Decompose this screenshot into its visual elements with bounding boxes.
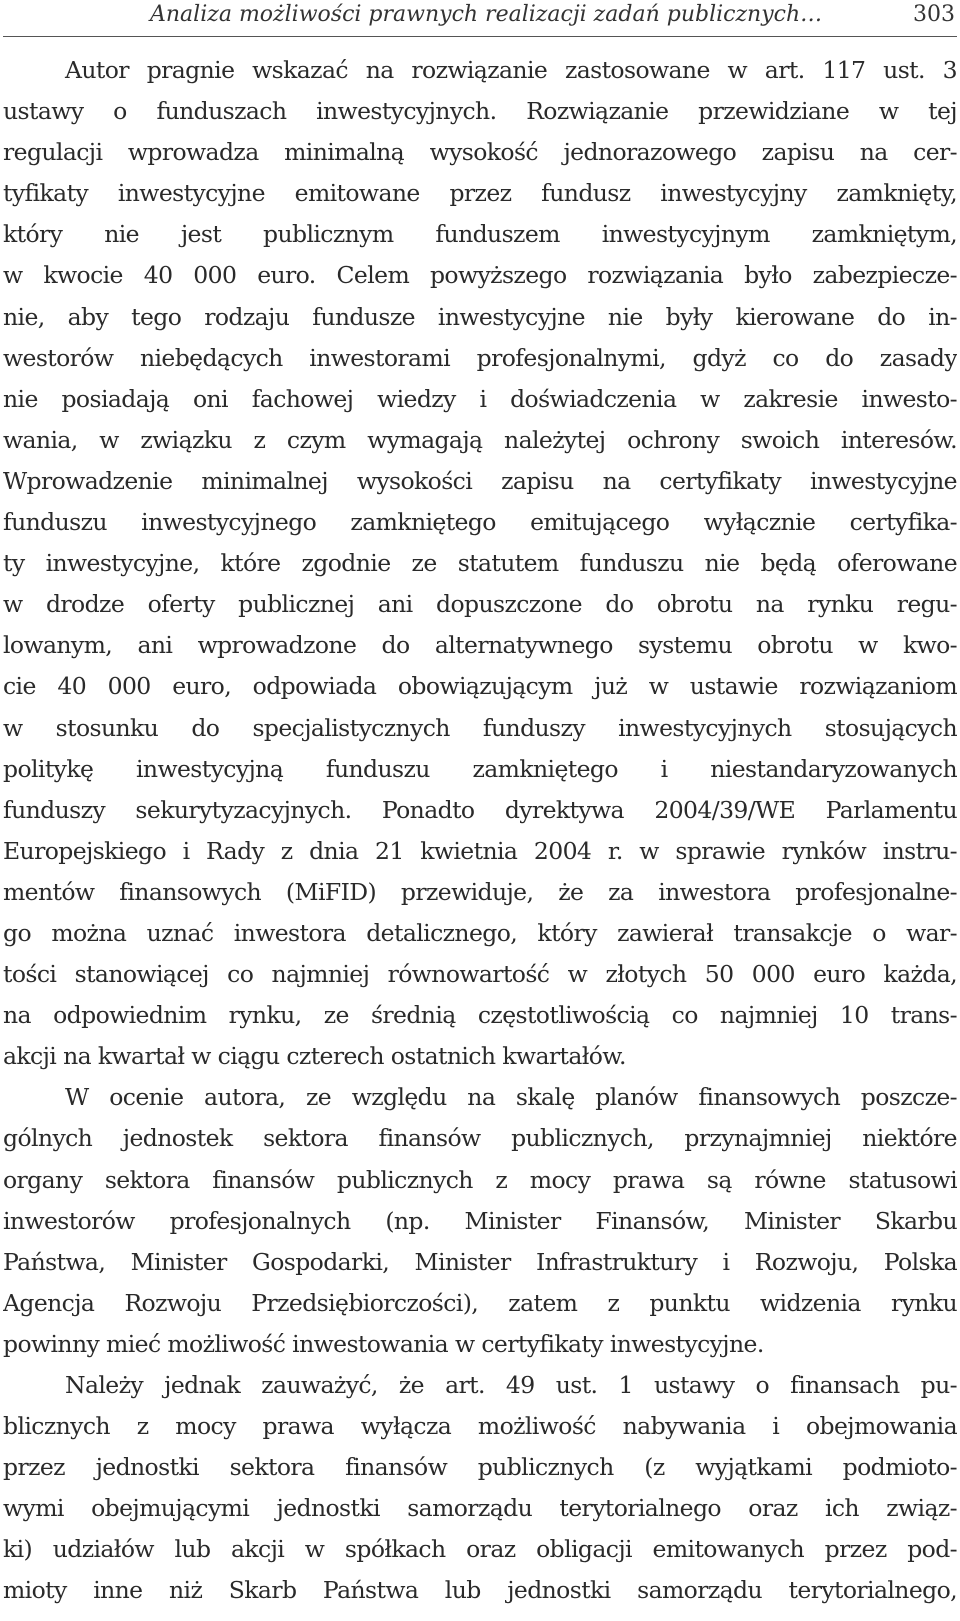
text-line: regulacji wprowadza minimalną wysokość jednorazowego zapisu na cer-: [3, 138, 957, 167]
text-line: na odpowiednim rynku, ze średnią częstotliwością co najmniej 10 trans-: [3, 1001, 957, 1030]
text-line: lowanym, ani wprowadzone do alternatywnego systemu obrotu w kwo-: [3, 631, 957, 660]
text-line: funduszu inwestycyjnego zamkniętego emitującego wyłącznie certyfika-: [3, 508, 957, 537]
text-line: w kwocie 40 000 euro. Celem powyższego rozwiązania było zabezpiecze-: [3, 261, 957, 290]
text-line: ustawy o funduszach inwestycyjnych. Rozwiązanie przewidziane w tej: [3, 97, 957, 126]
text-line: tości stanowiącej co najmniej równowartość w złotych 50 000 euro każda,: [3, 960, 957, 989]
text-line: funduszy sekurytyzacyjnych. Ponadto dyrektywa 2004/39/WE Parlamentu: [3, 795, 957, 824]
text-line: nie posiadają oni fachowej wiedzy i doświadczenia w zakresie inwesto-: [3, 384, 957, 413]
text-line: wymi obejmującymi jednostki samorządu terytorialnego oraz ich związ-: [3, 1494, 957, 1523]
text-line: westorów niebędących inwestorami profesjonalnymi, gdyż co do zasady: [3, 343, 957, 372]
text-line: Agencja Rozwoju Przedsiębiorczości), zatem z punktu widzenia rynku: [3, 1288, 957, 1317]
text-line: Autor pragnie wskazać na rozwiązanie zastosowane w art. 117 ust. 3: [65, 56, 957, 84]
text-line: tyfikaty inwestycyjne emitowane przez fundusz inwestycyjny zamknięty,: [3, 179, 957, 208]
text-line: organy sektora finansów publicznych z mocy prawa są równe statusowi: [3, 1165, 957, 1194]
running-title: Analiza możliwości prawnych realizacji zadań publicznych…: [150, 2, 823, 27]
text-line: w stosunku do specjalistycznych funduszy inwestycyjnych stosujących: [3, 713, 957, 742]
text-line: Należy jednak zauważyć, że art. 49 ust. 1 ustawy o finansach pu-: [65, 1371, 957, 1399]
text-line: inwestorów profesjonalnych (np. Minister Finansów, Minister Skarbu: [3, 1206, 957, 1235]
text-line: nie, aby tego rodzaju fundusze inwestycyjne nie były kierowane do in-: [3, 302, 957, 331]
text-line: W ocenie autora, ze względu na skalę planów finansowych poszcze-: [65, 1083, 957, 1112]
text-line: mentów finansowych (MiFID) przewiduje, że za inwestora profesjonalne-: [3, 877, 957, 906]
text-line: gólnych jednostek sektora finansów publicznych, przynajmniej niektóre: [3, 1124, 957, 1153]
page-header: [3, 0, 957, 37]
text-line: politykę inwestycyjną funduszu zamkniętego i niestandaryzowanych: [3, 754, 957, 783]
text-line: blicznych z mocy prawa wyłącza możliwość nabywania i obejmowania: [3, 1412, 957, 1441]
text-line: mioty inne niż Skarb Państwa lub jednostki samorządu terytorialnego,: [3, 1576, 957, 1605]
page-number: 303: [913, 2, 955, 27]
text-line: cie 40 000 euro, odpowiada obowiązującym już w ustawie rozwiązaniom: [3, 672, 957, 701]
text-line: Wprowadzenie minimalnej wysokości zapisu na certyfikaty inwestycyjne: [3, 466, 957, 495]
text-line: który nie jest publicznym funduszem inwestycyjnym zamkniętym,: [3, 220, 957, 249]
text-line: ki) udziałów lub akcji w spółkach oraz obligacji emitowanych przez pod-: [3, 1535, 957, 1564]
body-text: [3, 50, 957, 1612]
text-line: Państwa, Minister Gospodarki, Minister Infrastruktury i Rozwoju, Polska: [3, 1247, 957, 1276]
paragraph-2: [3, 1077, 957, 1365]
paragraph-1: [3, 50, 957, 1077]
text-line: Europejskiego i Rady z dnia 21 kwietnia 2004 r. w sprawie rynków instru-: [3, 836, 957, 865]
text-line: w drodze oferty publicznej ani dopuszczone do obrotu na rynku regu-: [3, 590, 957, 619]
paragraph-3: [3, 1365, 957, 1612]
text-line: przez jednostki sektora finansów publicznych (z wyjątkami podmioto-: [3, 1453, 957, 1482]
text-line: go można uznać inwestora detalicznego, który zawierał transakcje o war-: [3, 918, 957, 947]
text-line: wania, w związku z czym wymagają należytej ochrony swoich interesów.: [3, 425, 957, 454]
text-line: ty inwestycyjne, które zgodnie ze statutem funduszu nie będą oferowane: [3, 549, 957, 578]
text-line: akcji na kwartał w ciągu czterech ostatnich kwartałów.: [3, 1042, 626, 1071]
text-line: powinny mieć możliwość inwestowania w certyfikaty inwestycyjne.: [3, 1329, 764, 1358]
